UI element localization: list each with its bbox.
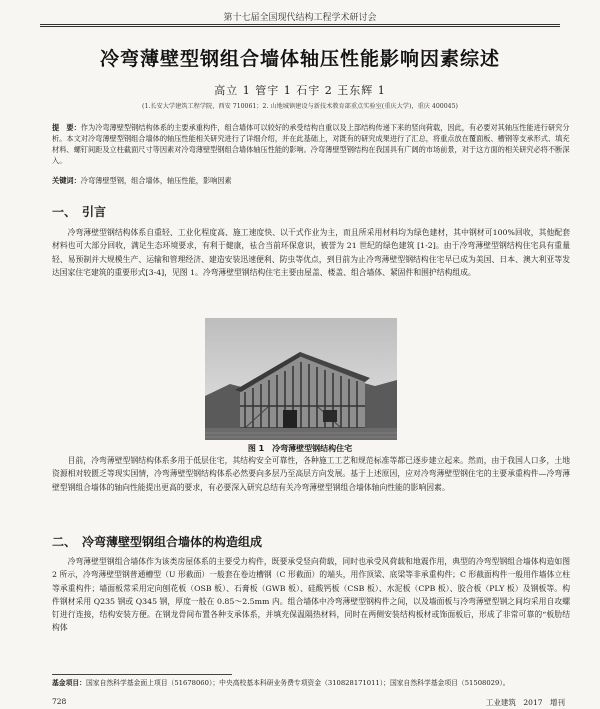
body-paragraph: 目前，冷弯薄壁型钢结构体系多用于低层住宅，其结构安全可靠性，各种施工工艺和规范标准等都已逐步建立起来。然而，由于我国人口多，土地资源相对较匮乏等现实国情，冷弯薄壁型钢结构体系必然要向多层乃至高层方向发展。基于上述原因，应对冷弯薄壁型钢住宅的主要承重构件—冷弯薄壁型钢组合墙体的轴向性能提出更高的要求，有必要深入研究总结有关冷弯薄壁型钢组合墙体轴向性能的影响因素。: [52, 456, 570, 492]
header-rule: [40, 24, 560, 27]
keywords-text: 冷弯薄壁型钢，组合墙体，轴压性能，影响因素: [80, 176, 232, 185]
journal-footer: 工业建筑 2017 增刊: [485, 698, 565, 707]
footnote-text: 国家自然科学基金面上项目（51678060）；中央高校基本科研业务费专项资金（310828171011）；国家自然科学基金项目（51508029）。: [85, 679, 510, 687]
footnote-rule: [52, 674, 232, 675]
figure-caption: 图 1 冷弯薄壁型钢结构住宅: [247, 444, 353, 453]
abstract: [52, 122, 570, 166]
section-heading-composition: 二、 冷弯薄壁型钢组合墙体的构造组成: [52, 535, 263, 549]
affiliation: (1.长安大学建筑工程学院，西安 710061；2. 山地城镇建设与新技术教育部重点实验室(重庆大学)，重庆 400045): [142, 103, 458, 110]
abstract-text: 作为冷弯薄壁型钢结构体系的主要承重构件，组合墙体可以较好的承受结构自重以及上部结构传递下来的竖向荷载，因此，有必要对其轴压性能进行研究分析。本文对冷弯薄壁型钢组合墙体的轴压性能相关研究进行了详细介绍，并在此基础上，对既有的研究成果进行了汇总，将重点放在覆面板、槽钢等支承形式、填充材料、螺钉间距及立柱截面尺寸等因素对冷弯薄壁型钢组合墙体轴压性能的影响。冷弯薄壁型钢结构在我国具有广阔的市场前景，对于这方面的相关研究必将不断深入。: [52, 123, 570, 165]
abstract-label: 提 要：: [52, 123, 81, 132]
running-header: 第十七届全国现代结构工程学术研讨会: [223, 13, 377, 23]
footnote-label: 基金项目：: [52, 679, 86, 687]
section-heading-intro: 一、 引言: [52, 205, 107, 219]
section2-paragraph: 冷弯薄壁型钢组合墙体作为该类房屋体系的主要受力构件，既要承受竖向荷载，同时也承受风荷载和地震作用，典型的冷弯型钢组合墙体构造如图 2 所示，冷弯薄壁型钢普通槽型（U 形截面）一般套在卷边槽钢（C 形截面）的端头，用作顶梁、底梁等非承重构件；C 形截面构件一般用作墙体立柱等承重构件；墙面板常采用定向刨花板（OSB 板）、石膏板（GWB 板）、硅酸钙板（CSB 板）、水泥板（CPB 板）、胶合板（PLY 板）及钢板等。构件钢材采用 Q235 钢或 Q345 钢，厚度一般在 0.85～2.5mm 内。组合墙体中冷弯薄壁型钢构件之间，以及墙面板与冷弯薄壁型钢之间均采用自攻螺钉进行连接，结构安装方便。在钢龙骨间布置各种支承体系，并填充保温隔热材料，同时在两侧安装结构板材或饰面板后，形成了非常可靠的“板肋结构体: [52, 557, 570, 633]
funding-footnote: [52, 678, 570, 688]
keywords: [52, 176, 570, 186]
author-list: 高立 1 管宇 1 石宇 2 王东辉 1: [214, 84, 386, 97]
intro-paragraph: 冷弯薄壁型钢结构体系自重轻、工业化程度高、施工速度快、以干式作业为主，而且所采用材料均为绿色建材，其中钢材可100%回收，其他配套材料也可大部分回收，满足生态环境要求，有利于健康，袪合当前环保意识，被誉为 21 世纪的绿色建筑 [1-2]。由于冷弯薄壁型钢结构住宅具有重量轻、易预制并大规模生产、运输和管理经济、建造安装迅速便利、防虫等优点，到目前为止冷弯薄壁型钢结构住宅早已成为美国、日本、澳大利亚等发达国家住宅建筑的重要形式[3-4]，见图 1。冷弯薄壁型钢结构住宅主要由屋盖、楼盖、组合墙体、紧固件和围护结构组成。: [52, 228, 570, 277]
keywords-label: 关键词：: [52, 176, 81, 185]
building-frame-photo: [205, 318, 397, 440]
paper-title: 冷弯薄壁型钢组合墙体轴压性能影响因素综述: [99, 48, 500, 70]
page-number: 728: [52, 697, 67, 706]
